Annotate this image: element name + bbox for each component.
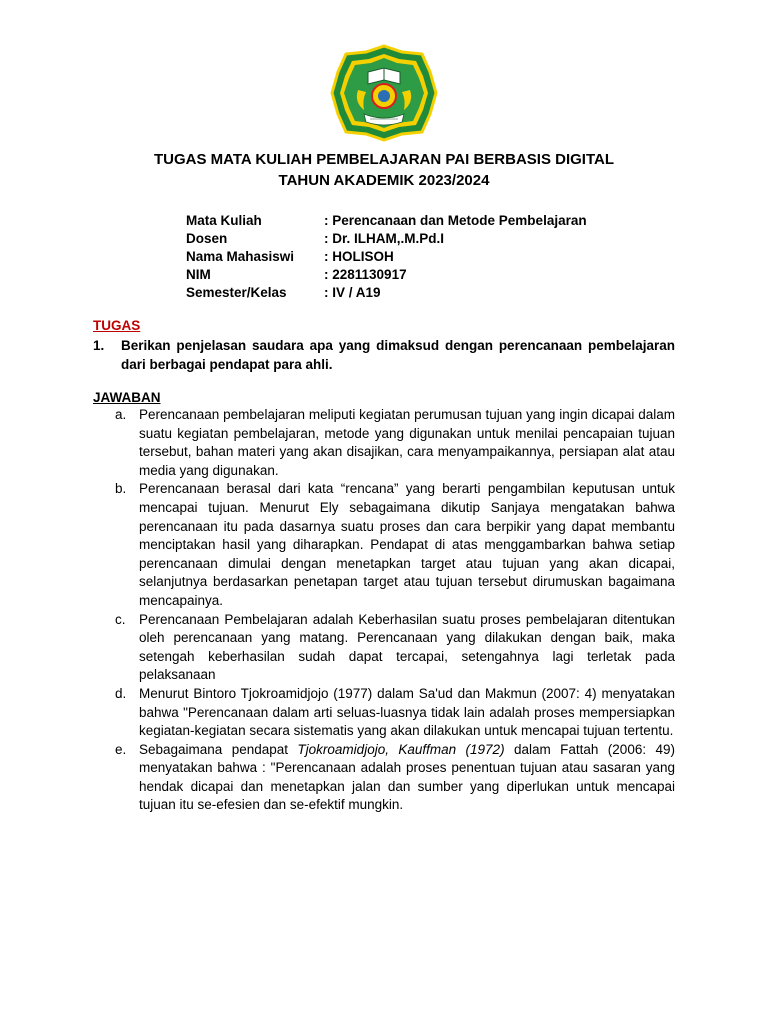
answer-text-part: Sebagaimana pendapat: [139, 741, 298, 757]
answer-item-e: [93, 741, 675, 815]
answer-item-d: [93, 685, 675, 741]
answer-text: [139, 741, 675, 815]
info-key: Nama Mahasiswi: [186, 249, 295, 264]
info-key: Mata Kuliah: [186, 213, 262, 228]
answer-letter: d.: [115, 685, 127, 701]
info-row-mata-kuliah: [186, 212, 587, 230]
info-row-nama: [186, 248, 587, 266]
answer-text: Perencanaan berasal dari kata “rencana” yang berarti pengambilan keputusan untuk mencapai tujuan. Menurut Ely sebagaimana dikutip Sanjaya mengatakan bahwa perencanaan itu pada dasarnya suatu proses dan cara berpikir yang dapat membantu menciptakan hasil yang diharapkan. Pendapat di atas menggambarkan bahwa setiap perencanaan dimulai dengan menetapkan target atau tujuan yang akan dicapai, selanjutnya berdasarkan penetapan target atau tujuan tersebut dirumuskan bagaimana mencapainya.: [139, 481, 675, 608]
answer-letter: c.: [115, 611, 126, 627]
course-info-block: [186, 212, 587, 302]
info-value: : 2281130917: [324, 267, 407, 282]
info-value: : Dr. ILHAM,.M.Pd.I: [324, 231, 444, 246]
info-row-dosen: [186, 230, 587, 248]
info-row-nim: [186, 266, 587, 284]
info-key: Semester/Kelas: [186, 285, 287, 300]
answer-letter: b.: [115, 481, 127, 497]
tugas-heading: TUGAS: [93, 318, 141, 333]
info-key: Dosen: [186, 231, 228, 246]
answer-text: Perencanaan pembelajaran meliputi kegiatan perumusan tujuan yang ingin dicapai dalam suatu kegiatan pembelajaran, metode yang digunakan untuk menilai pencapaian tujuan tersebut, bahan materi yang akan disajikan, cara menyampaikannya, persiapan alat atau media yang digunakan.: [139, 407, 675, 478]
document-title-line-2: TAHUN AKADEMIK 2023/2024: [278, 172, 490, 189]
answer-text-italic: Tjokroamidjojo, Kauffman (1972): [297, 741, 505, 757]
info-row-semester: [186, 284, 587, 302]
document-title-line-1: TUGAS MATA KULIAH PEMBELAJARAN PAI BERBASIS DIGITAL: [154, 151, 614, 168]
answer-text: Perencanaan Pembelajaran adalah Keberhasilan suatu proses pembelajaran ditentukan oleh perencanaan yang matang. Perencanaan yang dilakukan dengan baik, maka setengah keberhasilan sudah dapat tercapai, setengahnya lagi terletak pada pelaksanaan: [139, 611, 675, 683]
question-number: 1.: [93, 338, 105, 353]
info-value: : HOLISOH: [324, 249, 394, 264]
answer-letter: a.: [115, 407, 127, 422]
answer-text: Menurut Bintoro Tjokroamidjojo (1977) dalam Sa'ud dan Makmun (2007: 4) menyatakan bahwa "Perencanaan dalam arti seluas-luasnya tidak lain adalah proses mempersiapkan kegiatan-kegiatan secara sistematis yang akan dilakukan untuk mencapai tujuan tertentu.: [139, 685, 675, 739]
question-item: [93, 336, 675, 374]
answer-item-c: [93, 611, 675, 685]
university-emblem-icon: [330, 44, 438, 142]
answer-list: [93, 406, 675, 815]
question-text: Berikan penjelasan saudara apa yang dimaksud dengan perencanaan pembelajaran dari berbagai pendapat para ahli.: [121, 338, 675, 372]
answer-letter: e.: [115, 741, 127, 757]
info-value: : IV / A19: [324, 285, 381, 300]
info-key: NIM: [186, 267, 211, 282]
info-value: : Perencanaan dan Metode Pembelajaran: [324, 213, 587, 228]
jawaban-heading: JAWABAN: [93, 390, 161, 405]
answer-text-part: dalam Fattah (2006: 49) menyatakan bahwa : "Perencanaan adalah proses penentuan tujuan atau sasaran yang hendak dicapai dan menetapkan jalan dan sumber yang diperlukan untuk mencapai tujuan itu se-efesien dan se-efektif mungkin.: [139, 741, 675, 813]
answer-item-b: [93, 480, 675, 610]
answer-item-a: [93, 406, 675, 480]
